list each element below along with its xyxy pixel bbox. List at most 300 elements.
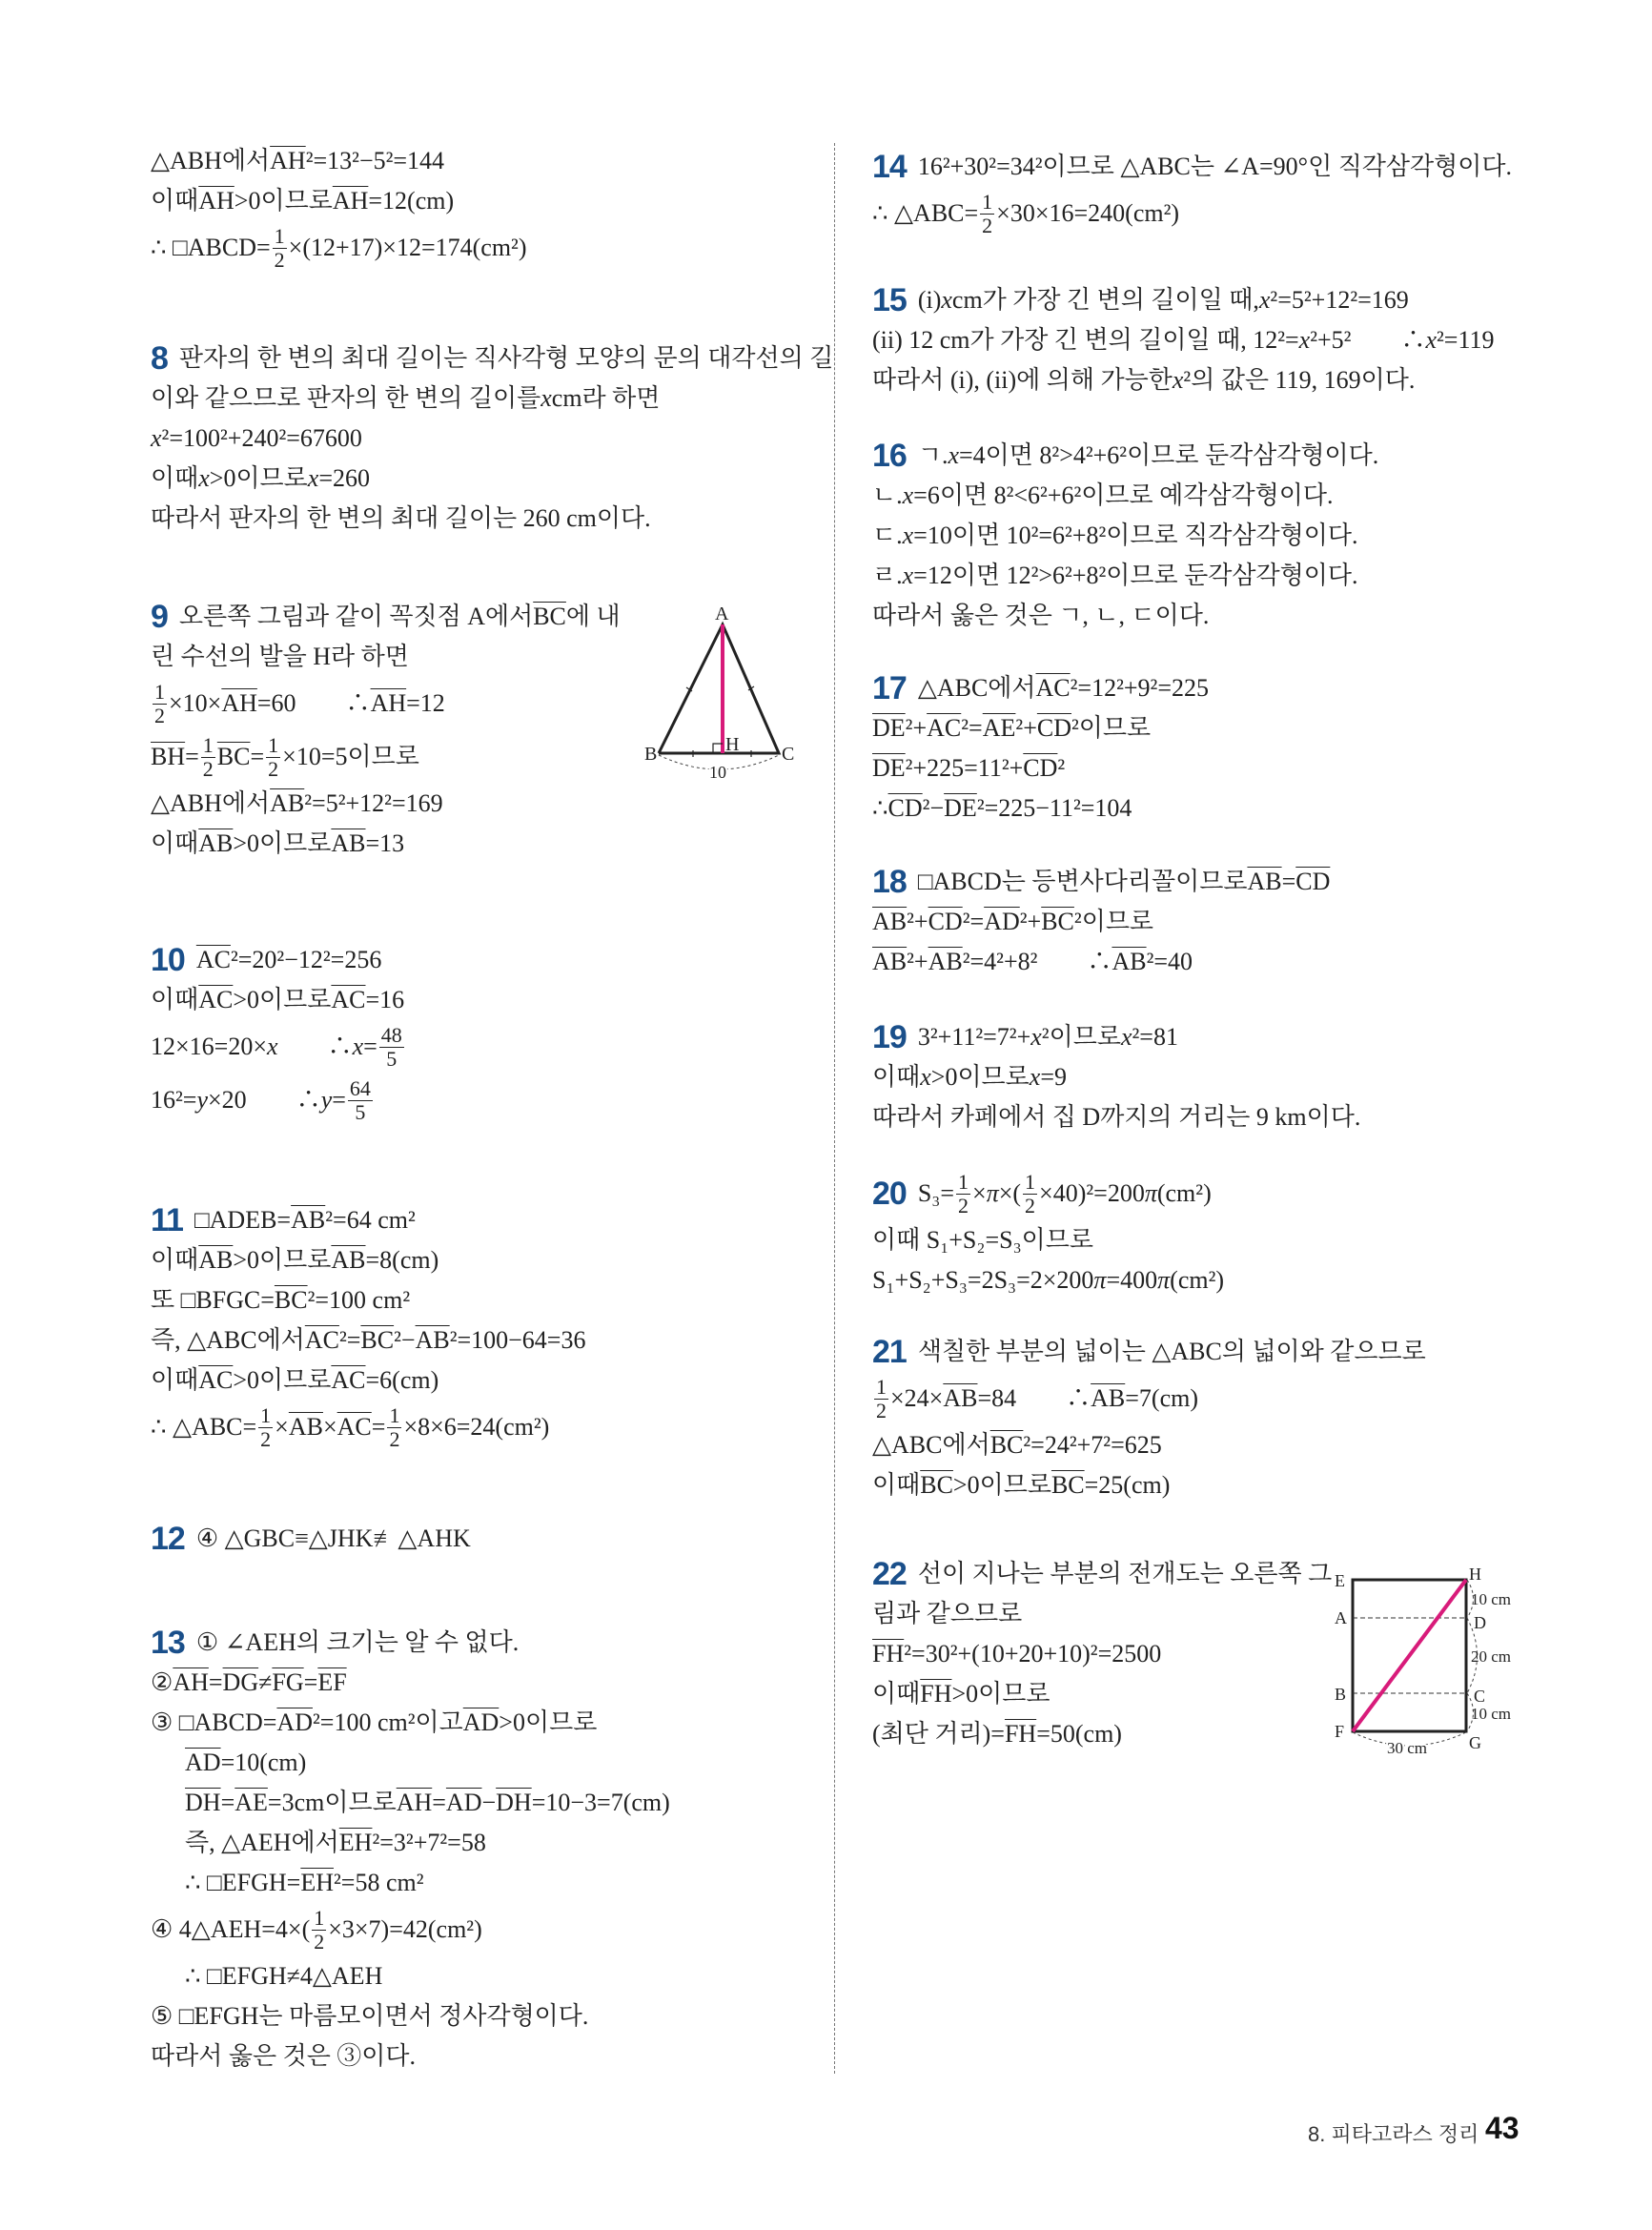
denominator: 2 — [958, 1193, 969, 1217]
text: = — [332, 1086, 346, 1114]
variable: x — [1120, 1023, 1132, 1051]
text: 이와 같으므로 판자의 한 변의 길이를 — [151, 384, 541, 412]
text: ²=30²+(10+20+10)²=2500 — [904, 1640, 1162, 1667]
denominator: 2 — [1025, 1193, 1036, 1217]
numerator: 1 — [982, 189, 993, 214]
numerator: 1 — [268, 732, 279, 757]
numerator: 1 — [389, 1402, 400, 1427]
label-h: H — [1469, 1565, 1481, 1584]
text: ²=4²+8² ∴ — [962, 948, 1112, 975]
label-fg-length: 30 cm — [1387, 1739, 1428, 1757]
variable: x — [902, 562, 914, 589]
text: >0이므로 — [499, 1708, 598, 1736]
variable: x — [1030, 1023, 1042, 1051]
text: S₃= — [917, 1179, 955, 1207]
variable: x — [1425, 326, 1438, 354]
text: ²=40 — [1146, 948, 1193, 975]
text: >0이므로 — [233, 986, 332, 1013]
denominator: 2 — [274, 247, 285, 272]
segment-overline: $\overline{AB}$ — [928, 948, 963, 975]
text: 12×16=20× — [151, 1033, 267, 1060]
variable: x — [1258, 286, 1271, 314]
text: ²=5²+12²=169 — [304, 789, 443, 817]
problem-number: 15 — [872, 282, 907, 318]
segment-overline: $\overline{CD}$ — [1295, 868, 1331, 895]
text: = — [220, 1789, 235, 1816]
text: = — [185, 743, 199, 770]
segment-overline: $\overline{AC}$ — [1035, 674, 1071, 702]
text: 이때 S₁+S₂=S₃이므로 — [872, 1226, 1093, 1254]
segment-overline: $\overline{AC}$ — [195, 946, 231, 973]
text: ∴ □EFGH= — [185, 1869, 301, 1896]
text: (cm²) — [1170, 1266, 1225, 1294]
segment-overline: $\overline{AE}$ — [235, 1789, 268, 1816]
text: >0이므로 — [930, 1063, 1030, 1091]
text: (최단 거리)= — [872, 1720, 1005, 1748]
label-c: C — [1474, 1687, 1486, 1706]
segment-overline: $\overline{EF}$ — [317, 1668, 347, 1696]
text: ²=119 — [1437, 326, 1495, 354]
text: ²=81 — [1132, 1023, 1178, 1051]
denominator: 2 — [260, 1426, 272, 1451]
text: ²= — [961, 714, 983, 742]
text: ④ 4△AEH=4×( — [151, 1915, 311, 1943]
problem-number: 14 — [872, 149, 907, 185]
text: 이때 — [872, 1063, 921, 1091]
text: 따라서 카페에서 집 D까지의 거리는 9 km이다. — [872, 1103, 1361, 1131]
denominator: 2 — [982, 213, 993, 237]
problem-number: 18 — [872, 864, 907, 900]
variable: π — [1093, 1266, 1107, 1294]
text: ²= — [338, 1326, 361, 1354]
text: 3²+11²=7²+ — [917, 1023, 1031, 1051]
problem-number: 19 — [872, 1019, 907, 1055]
segment-overline: $\overline{BC}$ — [533, 603, 566, 630]
segment-overline: $\overline{DG}$ — [222, 1668, 259, 1696]
segment-overline: $\overline{CD}$ — [928, 908, 963, 935]
problem-number: 12 — [151, 1521, 185, 1557]
text: =13 — [365, 829, 405, 857]
text: >0이므로 — [952, 1471, 1051, 1499]
segment-overline: $\overline{AD}$ — [276, 1708, 313, 1736]
variable: x — [1298, 326, 1311, 354]
text: 이때 — [151, 829, 199, 857]
text: × — [322, 1413, 337, 1441]
segment-overline: $\overline{AH}$ — [370, 689, 407, 717]
text: ²=24²+7²=625 — [1023, 1431, 1162, 1459]
text: 즉, △AEH에서 — [185, 1829, 339, 1856]
text: =84 ∴ — [977, 1384, 1091, 1412]
segment-overline: $\overline{FH}$ — [1004, 1720, 1037, 1748]
numerator: 1 — [260, 1402, 272, 1427]
text: = — [303, 1668, 318, 1696]
text: ²− — [922, 794, 945, 822]
segment-overline: $\overline{AC}$ — [198, 1366, 234, 1394]
segment-overline: $\overline{BC}$ — [360, 1326, 395, 1354]
segment-overline: $\overline{FH}$ — [920, 1680, 952, 1708]
segment-overline: $\overline{BH}$ — [151, 743, 186, 770]
text: ²=100²+240²=67600 — [161, 424, 362, 452]
text: 이때 — [151, 464, 199, 492]
text: △ABH에서 — [151, 789, 271, 817]
variable: x — [307, 464, 319, 492]
segment-overline: $\overline{DE}$ — [944, 794, 977, 822]
label-h: H — [725, 734, 740, 755]
segment-overline: $\overline{AB}$ — [198, 1246, 234, 1274]
text: ∴ △ABC= — [872, 199, 979, 227]
text: 또 □BFGC= — [151, 1286, 275, 1314]
text: ²=225−11²=104 — [976, 794, 1132, 822]
variable: x — [902, 522, 914, 549]
text: △ABC에서 — [872, 1431, 990, 1459]
label-g: G — [1469, 1733, 1481, 1752]
text: ²+ — [907, 948, 928, 975]
text: ×10=5이므로 — [282, 743, 419, 770]
text: ×20 ∴ — [208, 1086, 321, 1114]
text: ×30×16=240(cm²) — [996, 199, 1180, 227]
variable: x — [948, 441, 959, 469]
text: =12이면 12²>6²+8²이므로 둔각삼각형이다. — [913, 562, 1358, 589]
text: 린 수선의 발을 H라 하면 — [151, 643, 409, 670]
segment-overline: $\overline{AC}$ — [198, 986, 234, 1013]
segment-overline: $\overline{DH}$ — [496, 1789, 532, 1816]
variable: π — [1157, 1266, 1171, 1294]
text: =6(cm) — [365, 1366, 439, 1394]
text: ²이므로 — [1071, 714, 1152, 742]
segment-overline: $\overline{BC}$ — [920, 1471, 953, 1499]
text: △ABH에서 — [151, 147, 271, 174]
text: ²=20²−12²=256 — [230, 946, 382, 973]
variable: x — [352, 1033, 364, 1060]
text: S₁+S₂+S₃=2S₃=2×200 — [872, 1266, 1094, 1294]
text: ㄹ. — [872, 562, 903, 589]
text: ²− — [394, 1326, 416, 1354]
text: >0이므로 — [233, 829, 332, 857]
denominator: 2 — [876, 1398, 887, 1422]
text: ²+ — [907, 908, 928, 935]
net-diagram — [1335, 1565, 1511, 1757]
text: 이때 — [872, 1680, 921, 1708]
text: =50(cm) — [1036, 1720, 1122, 1748]
text: 즉, △ABC에서 — [151, 1326, 305, 1354]
text: ×10× — [169, 689, 222, 717]
text: = — [208, 1668, 223, 1696]
text: ⑤ □EFGH는 마름모이면서 정사각형이다. — [151, 2002, 589, 2030]
segment-overline: $\overline{AH}$ — [332, 187, 369, 215]
text: = — [371, 1413, 386, 1441]
denominator: 2 — [314, 1929, 325, 1954]
text: 따라서 옳은 것은 ③이다. — [151, 2042, 417, 2070]
text: ×3×7)=42(cm²) — [328, 1915, 482, 1943]
text: ×8×6=24(cm²) — [403, 1413, 550, 1441]
text: ㄴ. — [872, 481, 903, 509]
problem-number: 22 — [872, 1556, 907, 1592]
text: ∴ △ABC= — [151, 1413, 257, 1441]
problem-number: 16 — [872, 438, 907, 474]
segment-overline: $\overline{EH}$ — [338, 1829, 373, 1856]
text: 이때 — [151, 1366, 199, 1394]
text: =10−3=7(cm) — [531, 1789, 670, 1816]
text: ×( — [998, 1179, 1022, 1207]
denominator: 2 — [154, 703, 165, 727]
text: ²=100 cm²이고 — [312, 1708, 463, 1736]
text: ×(12+17)×12=174(cm²) — [288, 234, 527, 261]
denominator: 2 — [389, 1426, 400, 1451]
variable: x — [920, 1063, 931, 1091]
segment-overline: $\overline{FH}$ — [872, 1640, 905, 1667]
text: ∴ — [277, 1033, 353, 1060]
text: >0이므로 — [951, 1680, 1050, 1708]
text: ²이므로 — [1073, 908, 1154, 935]
segment-overline: $\overline{AD}$ — [445, 1789, 482, 1816]
segment-overline: $\overline{AH}$ — [396, 1789, 433, 1816]
label-d: D — [1474, 1613, 1486, 1632]
problem-number: 13 — [151, 1625, 185, 1661]
segment-overline: $\overline{AB}$ — [331, 1246, 366, 1274]
text: ²=100 cm² — [307, 1286, 411, 1314]
text: ²+ — [905, 714, 928, 742]
denominator: 2 — [202, 756, 214, 781]
segment-overline: $\overline{AH}$ — [198, 187, 235, 215]
text: = — [1281, 868, 1296, 895]
segment-overline: $\overline{AB}$ — [1091, 1384, 1126, 1412]
problem-number: 9 — [151, 599, 168, 635]
text: ²+ — [1019, 908, 1042, 935]
text: =16 — [365, 986, 405, 1013]
text: ② — [151, 1668, 173, 1696]
label-b: B — [644, 744, 658, 765]
segment-overline: $\overline{AC}$ — [337, 1413, 372, 1441]
text: =4이면 8²>4²+6²이므로 둔각삼각형이다. — [959, 441, 1379, 469]
denominator: 5 — [386, 1046, 398, 1071]
text: ④ △GBC≡△JHK≢△AHK — [195, 1524, 471, 1552]
segment-overline: $\overline{BC}$ — [274, 1286, 308, 1314]
segment-overline: $\overline{AH}$ — [173, 1668, 209, 1696]
variable: x — [540, 384, 552, 412]
text: 따라서 옳은 것은 ㄱ, ㄴ, ㄷ이다. — [872, 602, 1210, 629]
variable: x — [1029, 1063, 1041, 1091]
text: 16²+30²=34²이므로 △ABC는 ∠A=90°인 직각삼각형이다. — [917, 153, 1513, 180]
label-cg-length: 10 cm — [1471, 1705, 1512, 1723]
text: ×40)²=200 — [1039, 1179, 1145, 1207]
chapter-title: 8. 피타고라스 정리 — [1308, 2122, 1479, 2146]
variable: x — [941, 286, 952, 314]
text: >0이므로 — [209, 464, 308, 492]
text: 이때 — [151, 986, 199, 1013]
segment-overline: $\overline{AB}$ — [415, 1326, 450, 1354]
variable: x — [1172, 366, 1184, 394]
variable: x — [198, 464, 210, 492]
text: 오른쪽 그림과 같이 꼭짓점 A에서 — [178, 603, 534, 630]
numerator: 1 — [1025, 1169, 1036, 1194]
problem-number: 17 — [872, 670, 907, 706]
text: (i) — [917, 286, 942, 314]
text: >0이므로 — [233, 1366, 332, 1394]
problem-number: 8 — [151, 340, 168, 377]
segment-overline: $\overline{CD}$ — [1036, 714, 1071, 742]
text: ① ∠AEH의 크기는 알 수 없다. — [195, 1628, 520, 1656]
text: =7(cm) — [1125, 1384, 1198, 1412]
text: ²= — [962, 908, 985, 935]
numerator: 1 — [314, 1905, 325, 1930]
segment-overline: $\overline{AH}$ — [221, 689, 257, 717]
text: ≠ — [258, 1668, 273, 1696]
segment-overline: $\overline{CD}$ — [1023, 754, 1058, 782]
label-a: A — [715, 604, 729, 624]
label-f: F — [1335, 1722, 1345, 1741]
segment-overline: $\overline{DE}$ — [872, 754, 906, 782]
text: ²이므로 — [1041, 1023, 1121, 1051]
text: ²=12²+9²=225 — [1070, 674, 1210, 702]
text: 이때 — [151, 187, 199, 215]
text: ∴ □ABCD= — [151, 234, 271, 261]
problem-number: 10 — [151, 942, 185, 978]
text: =10(cm) — [220, 1749, 307, 1776]
segment-overline: $\overline{AC}$ — [304, 1326, 339, 1354]
variable: y — [196, 1086, 209, 1114]
text: 선이 지나는 부분의 전개도는 오른쪽 그 — [917, 1560, 1333, 1587]
text: 색칠한 부분의 넓이는 △ABC의 넓이와 같으므로 — [917, 1338, 1426, 1365]
text: = — [432, 1789, 446, 1816]
text: (cm²) — [1156, 1179, 1212, 1207]
segment-overline: $\overline{AE}$ — [982, 714, 1016, 742]
text: ²=58 cm² — [333, 1869, 424, 1896]
text: cm라 하면 — [551, 384, 661, 412]
segment-overline: $\overline{AB}$ — [291, 1206, 326, 1234]
segment-overline: $\overline{BC}$ — [989, 1431, 1024, 1459]
segment-overline: $\overline{AC}$ — [331, 986, 366, 1013]
text: 이때 — [151, 1246, 199, 1274]
segment-overline: $\overline{CD}$ — [887, 794, 923, 822]
text: ²=64 cm² — [325, 1206, 416, 1234]
text: □ADEB= — [194, 1206, 292, 1234]
segment-overline: $\overline{AD}$ — [984, 908, 1020, 935]
text: = — [363, 1033, 377, 1060]
text: × — [275, 1413, 289, 1441]
segment-overline: $\overline{AB}$ — [288, 1413, 323, 1441]
text: =25(cm) — [1084, 1471, 1171, 1499]
numerator: 1 — [202, 732, 214, 757]
text: >0이므로 — [233, 1246, 332, 1274]
text: ㄷ. — [872, 522, 903, 549]
text: 따라서 (i), (ii)에 의해 가능한 — [872, 366, 1173, 394]
text: =8(cm) — [365, 1246, 439, 1274]
problem-number: 20 — [872, 1176, 907, 1212]
text: □ABCD는 등변사다리꼴이므로 — [917, 868, 1248, 895]
variable: x — [151, 424, 162, 452]
text: ③ □ABCD= — [151, 1708, 277, 1736]
segment-overline: $\overline{AB}$ — [1112, 948, 1147, 975]
text: ∴ □EFGH≠4△AEH — [185, 1962, 383, 1990]
text: ²=3²+7²=58 — [372, 1829, 486, 1856]
text: (ii) 12 cm가 가장 긴 변의 길이일 때, 12²= — [872, 326, 1299, 354]
label-hd-length: 10 cm — [1471, 1590, 1512, 1608]
text: 판자의 한 변의 최대 길이는 직사각형 모양의 문의 대각선의 길 — [178, 344, 834, 372]
segment-overline: $\overline{AH}$ — [270, 147, 306, 174]
text: ㄱ. — [917, 441, 948, 469]
text: ²=100−64=36 — [449, 1326, 586, 1354]
segment-overline: $\overline{AC}$ — [927, 714, 962, 742]
text: 이때 — [872, 1471, 921, 1499]
text: =6이면 8²<6²+6²이므로 예각삼각형이다. — [913, 481, 1334, 509]
segment-overline: $\overline{AB}$ — [872, 908, 908, 935]
page-number: 43 — [1485, 2111, 1519, 2145]
triangle-outline — [659, 624, 779, 753]
label-dc-length: 20 cm — [1471, 1647, 1512, 1666]
text: 16²= — [151, 1086, 197, 1114]
text: >0이므로 — [234, 187, 333, 215]
segment-overline: $\overline{AB}$ — [1247, 868, 1282, 895]
problem-number: 11 — [151, 1202, 183, 1238]
segment-overline: $\overline{EH}$ — [300, 1869, 334, 1896]
segment-overline: $\overline{AB}$ — [943, 1384, 978, 1412]
text: 에 내 — [565, 603, 621, 630]
segment-overline: $\overline{AC}$ — [331, 1366, 366, 1394]
numerator: 48 — [380, 1022, 402, 1047]
label-b: B — [1335, 1685, 1347, 1704]
segment-overline: $\overline{AD}$ — [185, 1749, 221, 1776]
text: ×24× — [890, 1384, 944, 1412]
text: × — [972, 1179, 987, 1207]
variable: π — [1144, 1179, 1157, 1207]
segment-overline: $\overline{AD}$ — [462, 1708, 500, 1736]
segment-overline: $\overline{DE}$ — [872, 714, 906, 742]
text: ²=5²+12²=169 — [1270, 286, 1409, 314]
segment-overline: $\overline{FG}$ — [272, 1668, 304, 1696]
denominator: 2 — [268, 756, 279, 781]
text: 따라서 판자의 한 변의 최대 길이는 260 cm이다. — [151, 504, 651, 532]
variable: y — [320, 1086, 333, 1114]
text: ²+225=11²+ — [905, 754, 1024, 782]
text: =60 ∴ — [256, 689, 371, 717]
text: 림과 같으므로 — [872, 1600, 1023, 1627]
segment-overline: $\overline{BC}$ — [216, 743, 251, 770]
variable: x — [902, 481, 914, 509]
segment-overline: $\overline{DH}$ — [185, 1789, 221, 1816]
label-e: E — [1335, 1571, 1345, 1590]
text: ² — [1057, 754, 1066, 782]
label-base-length: 10 — [709, 763, 726, 782]
text: △ABC에서 — [917, 674, 1036, 702]
numerator: 1 — [154, 679, 165, 704]
variable: π — [986, 1179, 999, 1207]
segment-overline: $\overline{AB}$ — [872, 948, 908, 975]
text: =9 — [1040, 1063, 1068, 1091]
label-c: C — [782, 744, 795, 765]
text: ²=13²−5²=144 — [305, 147, 445, 174]
text: =260 — [318, 464, 371, 492]
text: ∴ — [872, 794, 888, 822]
text: =10이면 10²=6²+8²이므로 직각삼각형이다. — [913, 522, 1358, 549]
text: ²+5² ∴ — [1310, 326, 1426, 354]
text: ²+ — [1015, 714, 1037, 742]
denominator: 5 — [355, 1099, 366, 1124]
text: =400 — [1106, 1266, 1158, 1294]
segment-overline: $\overline{AB}$ — [198, 829, 234, 857]
numerator: 1 — [274, 223, 285, 248]
numerator: 1 — [876, 1374, 887, 1399]
segment-overline: $\overline{BC}$ — [1050, 1471, 1085, 1499]
shortest-path-fh — [1353, 1580, 1466, 1731]
label-a: A — [1335, 1608, 1347, 1627]
text: cm가 가장 긴 변의 길이일 때, — [951, 286, 1259, 314]
text: ²의 값은 119, 169이다. — [1183, 366, 1416, 394]
numerator: 64 — [349, 1075, 371, 1100]
segment-overline: $\overline{BC}$ — [1041, 908, 1074, 935]
text: =12(cm) — [368, 187, 455, 215]
segment-overline: $\overline{AB}$ — [270, 789, 305, 817]
text: = — [250, 743, 265, 770]
